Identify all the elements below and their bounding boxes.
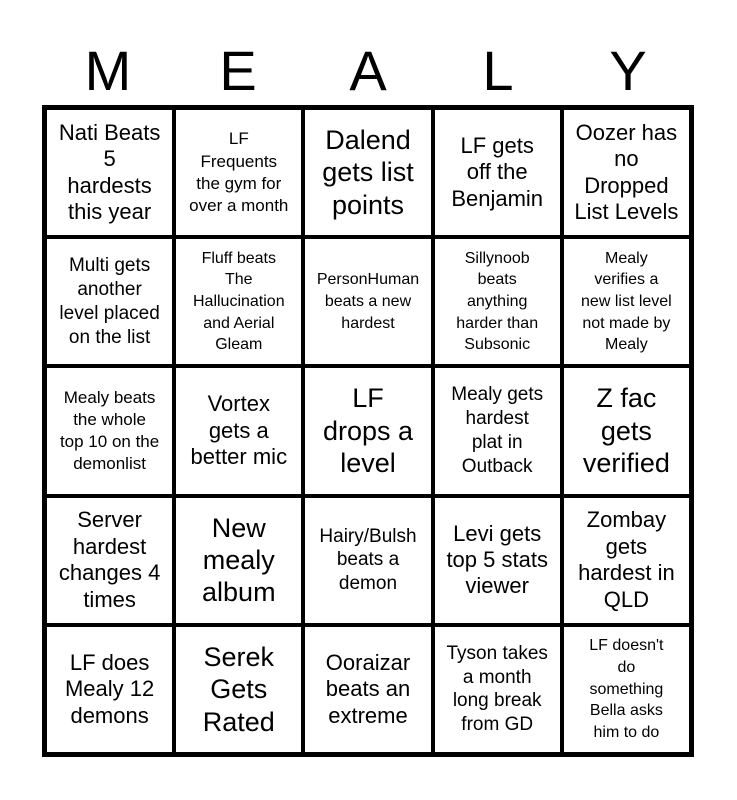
bingo-cell-text: LF Frequents the gym for over a month bbox=[189, 129, 289, 215]
header-letter-l: L bbox=[482, 39, 514, 102]
bingo-cell-text: Levi gets top 5 stats viewer bbox=[446, 520, 548, 599]
bingo-cell[interactable] bbox=[174, 366, 303, 495]
bingo-cell[interactable] bbox=[562, 237, 691, 366]
bingo-cell[interactable] bbox=[433, 366, 562, 495]
bingo-cell[interactable] bbox=[45, 496, 174, 625]
bingo-cell free-space[interactable] bbox=[303, 237, 432, 366]
bingo-cell[interactable] bbox=[433, 625, 562, 754]
bingo-cell[interactable] bbox=[433, 108, 562, 237]
bingo-cell[interactable] bbox=[562, 625, 691, 754]
bingo-cell[interactable] bbox=[174, 625, 303, 754]
bingo-cell[interactable] bbox=[174, 237, 303, 366]
header-letter-y: Y bbox=[609, 39, 647, 102]
bingo-cell[interactable] bbox=[45, 625, 174, 754]
bingo-cell[interactable] bbox=[562, 108, 691, 237]
bingo-cell-text: LF drops a level bbox=[322, 383, 414, 479]
bingo-cell[interactable] bbox=[45, 366, 174, 495]
bingo-cell-text: New mealy album bbox=[202, 512, 276, 608]
bingo-cell-text: LF doesn't do something Bella asks him to do bbox=[589, 637, 664, 741]
header-letter-m: M bbox=[84, 39, 132, 102]
bingo-cell-text: Sillynoob beats anything harder than Subsonic bbox=[456, 249, 539, 354]
bingo-cell[interactable] bbox=[562, 496, 691, 625]
header-letter-a: A bbox=[349, 39, 387, 102]
bingo-cell-text: Fluff beats The Hallucination and Aerial Gleam bbox=[192, 249, 285, 354]
bingo-cell-text: Mealy gets hardest plat in Outback bbox=[451, 384, 544, 477]
bingo-cell[interactable] bbox=[303, 625, 432, 754]
bingo-cell-text: Mealy verifies a new list level not made by Mealy bbox=[581, 249, 672, 354]
bingo-cell-text: Tyson takes a month long break from GD bbox=[446, 642, 548, 736]
bingo-cell-text: Mealy beats the whole top 10 on the demonlist bbox=[59, 387, 160, 474]
bingo-cell-text: Dalend gets list points bbox=[322, 125, 414, 220]
bingo-cell[interactable] bbox=[433, 496, 562, 625]
bingo-board bbox=[42, 105, 694, 757]
bingo-cell-text: Zombay gets hardest in QLD bbox=[578, 507, 675, 612]
bingo-cell-text: Nati Beats 5 hardests this year bbox=[58, 119, 161, 224]
bingo-cell-text: PersonHuman beats a new hardest bbox=[316, 271, 420, 332]
bingo-cell-text: Oozer has no Dropped List Levels bbox=[574, 119, 679, 224]
bingo-cell-text: Serek Gets Rated bbox=[202, 641, 275, 737]
bingo-cell[interactable] bbox=[433, 237, 562, 366]
bingo-cell-text: LF does Mealy 12 demons bbox=[64, 649, 155, 728]
bingo-cell[interactable] bbox=[303, 496, 432, 625]
bingo-cell-text: Multi gets another level placed on the list bbox=[59, 255, 160, 348]
bingo-cell[interactable] bbox=[303, 108, 432, 237]
bingo-cell[interactable] bbox=[562, 366, 691, 495]
header-letter-e: E bbox=[219, 39, 257, 102]
bingo-cell[interactable] bbox=[45, 237, 174, 366]
bingo-cell-text: Vortex gets a better mic bbox=[190, 391, 288, 470]
bingo-cell-text: Z fac gets verified bbox=[582, 383, 670, 479]
bingo-cell[interactable] bbox=[45, 108, 174, 237]
bingo-cell[interactable] bbox=[174, 108, 303, 237]
bingo-header bbox=[43, 38, 693, 104]
bingo-cell-text: Server hardest changes 4 times bbox=[58, 507, 161, 612]
bingo-cell-text: Ooraizar beats an extreme bbox=[325, 649, 411, 728]
bingo-cell-text: Hairy/Bulsh beats a demon bbox=[319, 525, 417, 595]
bingo-cell-text: LF gets off the Benjamin bbox=[451, 133, 544, 211]
bingo-cell[interactable] bbox=[303, 366, 432, 495]
bingo-cell[interactable] bbox=[174, 496, 303, 625]
